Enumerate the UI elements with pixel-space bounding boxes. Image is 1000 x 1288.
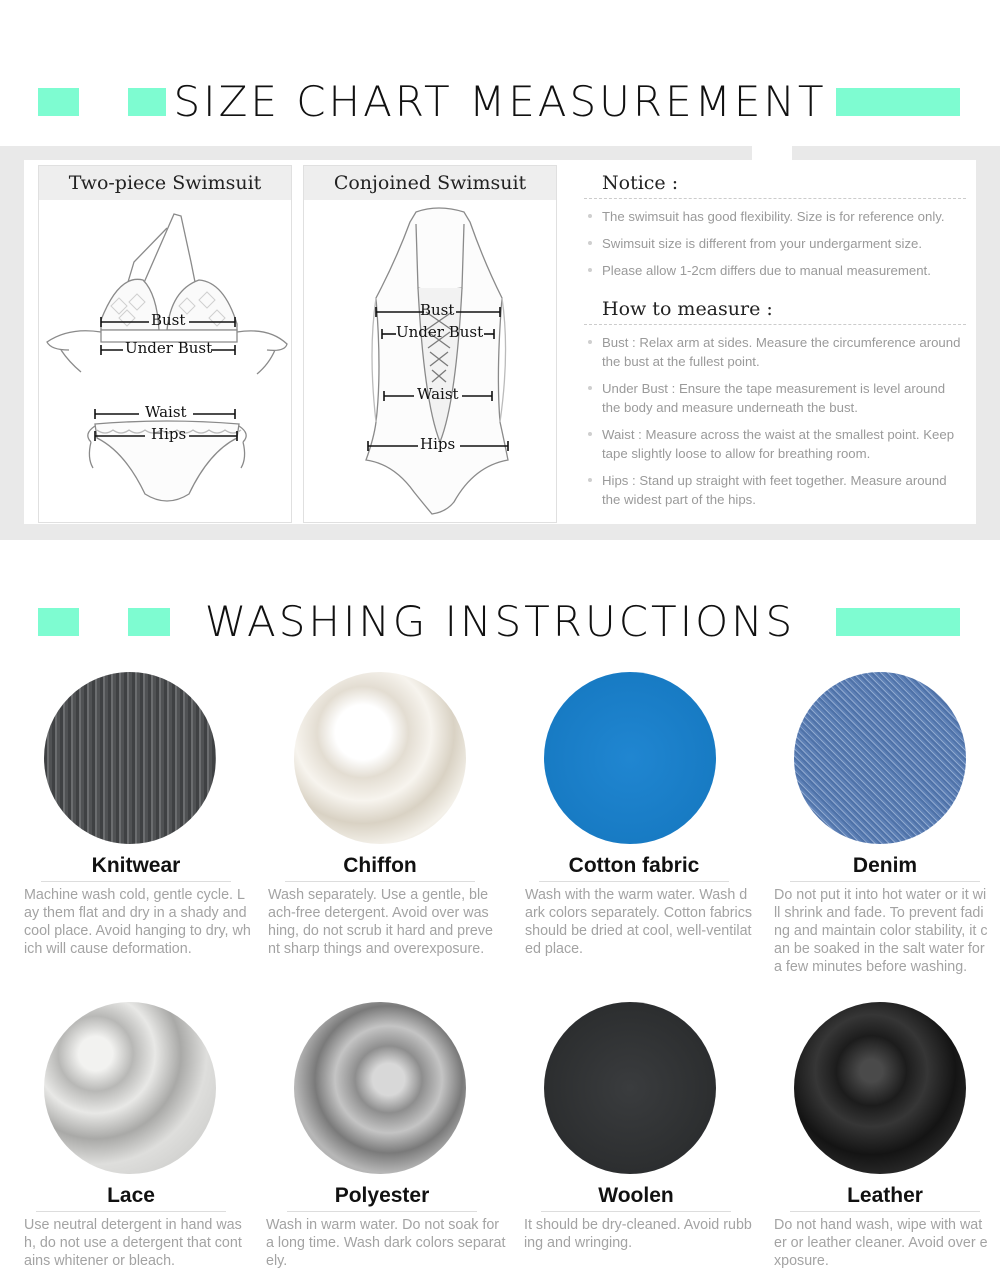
band-notch	[752, 146, 792, 160]
chiffon-swatch	[294, 672, 466, 844]
list-item: The swimsuit has good flexibility. Size is for reference only.	[584, 207, 966, 226]
list-item: Hips : Stand up straight with feet together. Measure around the widest part of the hips.	[584, 471, 966, 509]
list-item: Bust : Relax arm at sides. Measure the circumference around the bust at the fullest point.	[584, 333, 966, 371]
how-to-measure-title: How to measure :	[584, 298, 966, 325]
conjoined-under-bust-label: Under Bust	[396, 323, 484, 341]
size-notes	[584, 172, 966, 517]
list-item: Waist : Measure across the waist at the smallest point. Keep tape slightly loose to allow for breathing room.	[584, 425, 966, 463]
size-chart-title: SIZE CHART MEASUREMENT	[0, 72, 1000, 132]
notice-list	[584, 207, 966, 280]
list-item: Under Bust : Ensure the tape measurement is level around the body and measure underneath the bust.	[584, 379, 966, 417]
fabric-description: Do not put it into hot water or it will shrink and fade. To prevent fading and maintain color stability, it can be soaked in the salt water for a few minutes before washing.	[774, 887, 988, 975]
cotton-swatch	[544, 672, 716, 844]
size-chart-heading	[0, 68, 1000, 138]
leather-swatch	[794, 1002, 966, 1174]
two-piece-bust-label: Bust	[151, 311, 186, 329]
notice-title: Notice :	[584, 172, 966, 199]
fabric-name: Woolen	[541, 1184, 731, 1212]
fabric-description: Do not hand wash, wipe with water or leather cleaner. Avoid over exposure.	[774, 1217, 988, 1269]
conjoined-title: Conjoined Swimsuit	[304, 166, 556, 200]
two-piece-swimsuit-illustration	[39, 202, 291, 522]
conjoined-hips-label: Hips	[420, 435, 456, 453]
fabric-name: Leather	[790, 1184, 980, 1212]
fabric-description: Wash with the warm water. Wash dark colors separately. Cotton fabrics should be dried at cool, well-ventilated place.	[525, 887, 752, 957]
two-piece-under-bust-label: Under Bust	[125, 339, 213, 357]
fabric-name: Denim	[790, 854, 980, 882]
fabric-description: It should be dry-cleaned. Avoid rubbing and wringing.	[524, 1217, 752, 1251]
woolen-swatch	[544, 1002, 716, 1174]
how-to-list	[584, 333, 966, 509]
fabric-description: Wash separately. Use a gentle, bleach-free detergent. Avoid over washing, do not scrub it hard and prevent sharp things and overexposure.	[268, 887, 493, 957]
fabric-name: Lace	[36, 1184, 226, 1212]
two-piece-card	[38, 165, 292, 523]
fabric-name: Knitwear	[41, 854, 231, 882]
fabric-description: Machine wash cold, gentle cycle. Lay them flat and dry in a shady and cool place. Avoid hanging to dry, which will cause deformation.	[24, 887, 251, 957]
knitwear-swatch	[44, 672, 216, 844]
fabric-description: Use neutral detergent in hand wash, do not use a detergent that contains whitener or bleach.	[24, 1217, 242, 1269]
conjoined-bust-label: Bust	[420, 301, 455, 319]
fabric-description: Wash in warm water. Do not soak for a long time. Wash dark colors separately.	[266, 1217, 506, 1269]
fabric-name: Polyester	[287, 1184, 477, 1212]
conjoined-swimsuit-illustration	[304, 202, 556, 522]
list-item: Swimsuit size is different from your undergarment size.	[584, 234, 966, 253]
fabric-name: Cotton fabric	[539, 854, 729, 882]
lace-swatch	[44, 1002, 216, 1174]
polyester-swatch	[294, 1002, 466, 1174]
denim-swatch	[794, 672, 966, 844]
two-piece-hips-label: Hips	[151, 425, 187, 443]
list-item: Please allow 1-2cm differs due to manual measurement.	[584, 261, 966, 280]
washing-title: WASHING INSTRUCTIONS	[0, 592, 1000, 652]
conjoined-waist-label: Waist	[417, 385, 459, 403]
washing-heading	[0, 588, 1000, 658]
two-piece-waist-label: Waist	[145, 403, 187, 421]
conjoined-card	[303, 165, 557, 523]
fabric-name: Chiffon	[285, 854, 475, 882]
two-piece-title: Two-piece Swimsuit	[39, 166, 291, 200]
